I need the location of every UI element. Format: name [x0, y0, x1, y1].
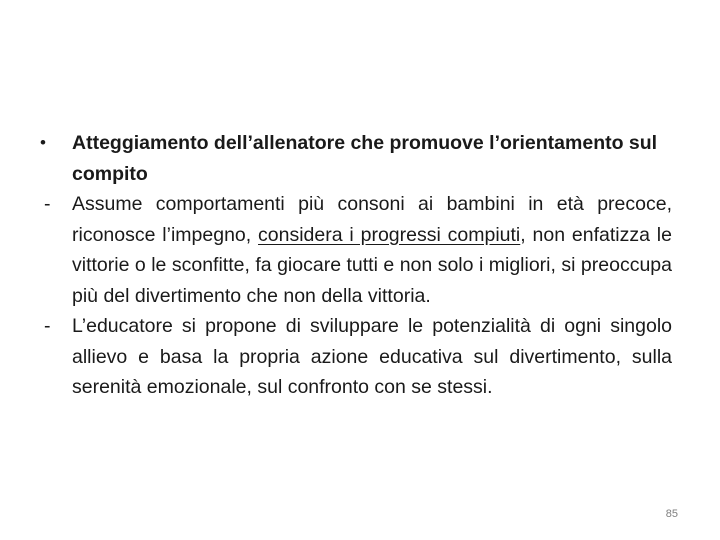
slide-body	[40, 128, 672, 403]
point-item-1	[40, 189, 672, 311]
heading-item	[40, 128, 672, 189]
point-text-1-part2: , non enfatizza le vittorie o le sconfitte, fa giocare tutti e non solo i migliori, si preoccupa più del divertimento che non della vittoria.	[72, 223, 672, 307]
point-text-2: L’educatore si propone di sviluppare le potenzialità di ogni singolo allievo e basa la propria azione educativa sul divertimento, sulla serenità emozionale, sul confronto con se stessi.	[72, 315, 672, 398]
heading-text: Atteggiamento dell’allenatore che promuove l’orientamento sul compito	[72, 132, 658, 185]
point-text-1-underlined: considera i progressi compiuti	[258, 223, 521, 246]
bullet-marker: •	[40, 133, 46, 152]
point-text-1-part1: Assume comportamenti più consoni ai bambini in età precoce, riconosce l’impegno,	[72, 193, 672, 246]
point-item-2	[40, 311, 672, 403]
dash-marker: -	[44, 315, 51, 337]
point-text-1	[72, 189, 672, 311]
dash-marker: -	[44, 193, 51, 215]
page-number: 85	[665, 508, 678, 520]
